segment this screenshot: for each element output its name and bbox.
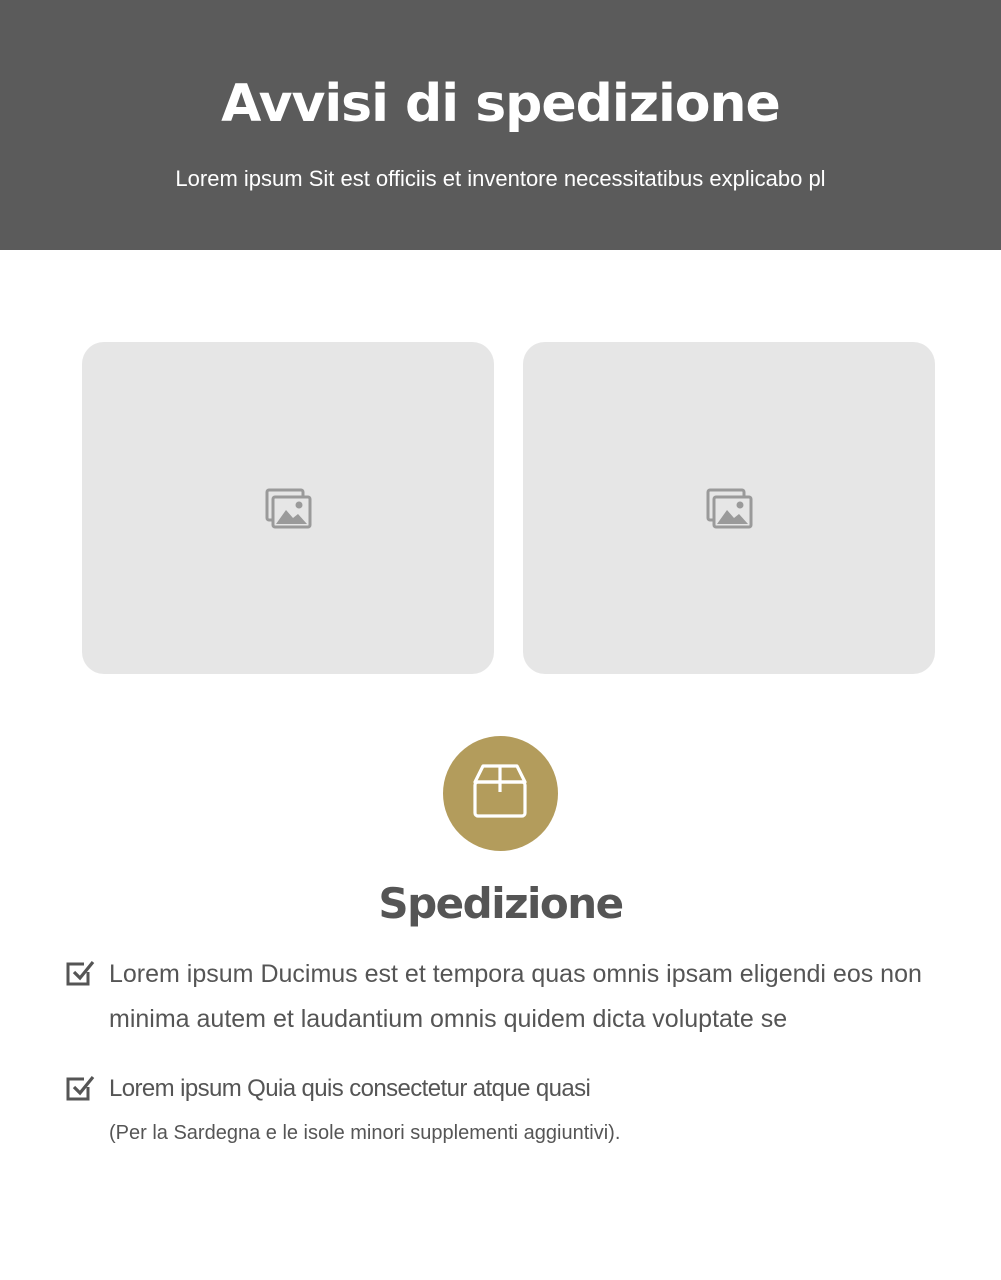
page-subtitle: Lorem ipsum Sit est officiis et inventore necessitatibus explicabo pl xyxy=(175,166,826,191)
package-box-icon xyxy=(469,760,531,822)
page-header xyxy=(0,0,1001,250)
section-title: Spedizione xyxy=(378,879,623,928)
shipping-badge xyxy=(443,736,558,851)
image-placeholder-icon xyxy=(706,488,754,530)
checkbox-checked-icon xyxy=(65,1073,95,1103)
page-title: Avvisi di spedizione xyxy=(221,74,780,134)
image-placeholder-icon xyxy=(265,488,313,530)
shipping-item-text: Lorem ipsum Quia quis consectetur atque quasi xyxy=(109,1075,591,1102)
shipping-item-note: (Per la Sardegna e le isole minori supplementi aggiuntivi). xyxy=(109,1122,621,1144)
shipping-item-text: Lorem ipsum Ducimus est et tempora quas omnis ipsam eligendi eos non minima autem et laudantium omnis quidem dicta voluptate se xyxy=(109,960,922,1033)
checkbox-checked-icon xyxy=(65,958,95,988)
image-placeholder-card xyxy=(523,342,935,674)
image-placeholder-card xyxy=(82,342,494,674)
